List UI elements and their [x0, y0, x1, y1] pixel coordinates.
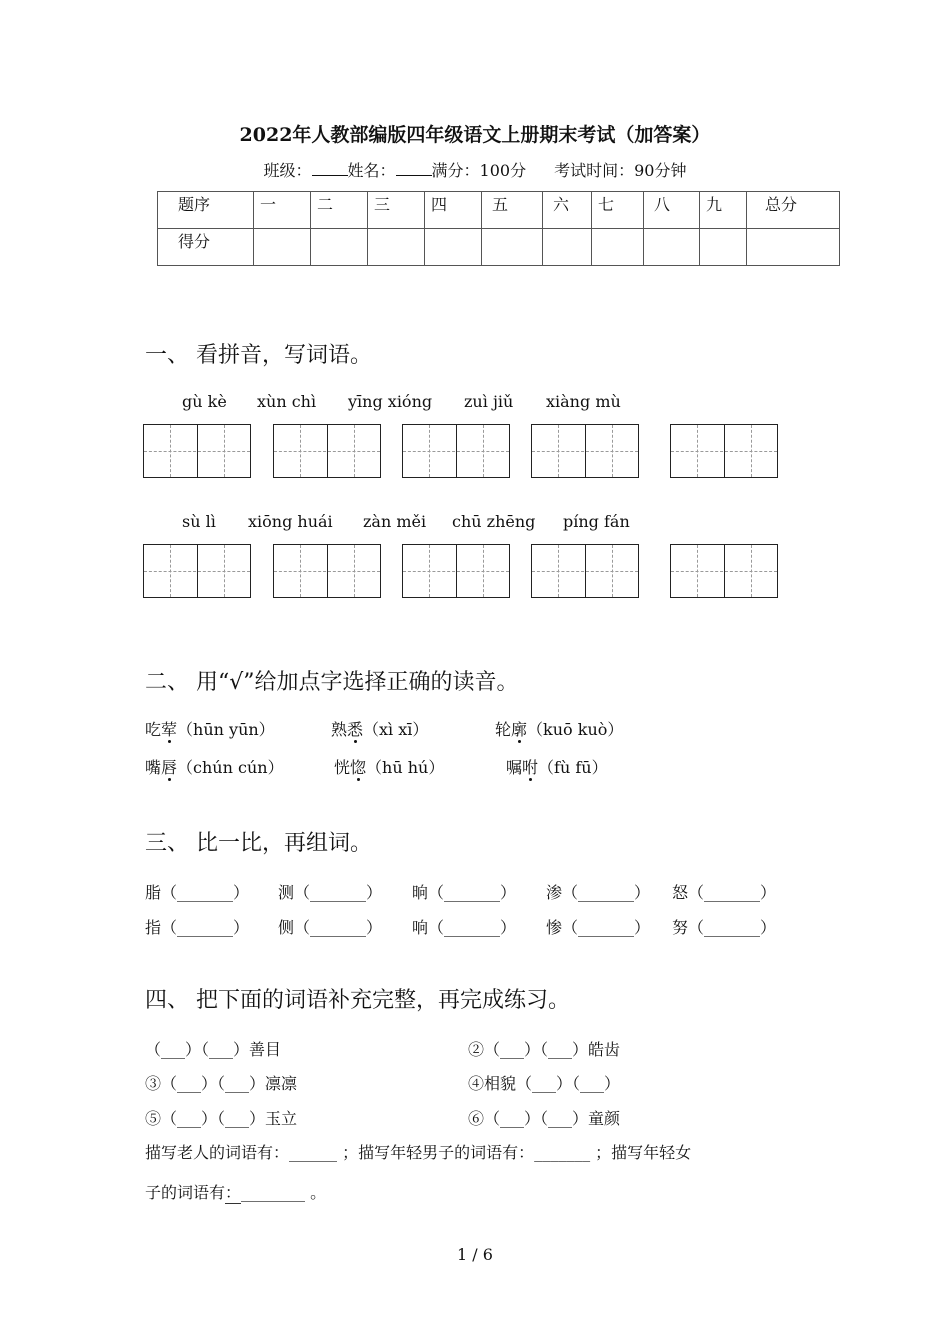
- paren: ）: [634, 918, 651, 937]
- reading-item: [145, 755, 284, 778]
- dotted-char: 惚: [350, 758, 367, 777]
- table-cell: 六: [543, 192, 592, 229]
- char: 响: [412, 918, 429, 937]
- blank: _______: [444, 918, 501, 937]
- writing-grid[interactable]: [531, 424, 639, 478]
- reading-item: [334, 755, 444, 778]
- table-cell: 三: [368, 192, 425, 229]
- section4-heading: 四、 把下面的词语补充完整，再完成练习。: [145, 988, 570, 1013]
- blank: _______: [578, 883, 635, 902]
- paren: （: [294, 918, 311, 937]
- pinyin-label: xiàng mù: [546, 392, 621, 411]
- char: 测: [278, 883, 295, 902]
- score-cell[interactable]: [311, 229, 368, 266]
- writing-grid[interactable]: [402, 544, 510, 598]
- idiom-item[interactable]: ②（___）（___）皓齿: [468, 1040, 621, 1059]
- pinyin-label: gù kè: [182, 392, 227, 411]
- writing-grid[interactable]: [402, 424, 510, 478]
- char: 惨: [546, 918, 563, 937]
- pinyin-options[interactable]: （hūn yūn）: [177, 720, 275, 739]
- table-cell: 九: [700, 192, 747, 229]
- class-blank[interactable]: [312, 161, 348, 176]
- table-cell: 得分: [158, 229, 254, 266]
- char: 晌: [412, 883, 429, 902]
- blank: _______: [177, 918, 234, 937]
- blank: _______: [578, 918, 635, 937]
- reading-item: [331, 717, 428, 740]
- pinyin-label: yīng xióng: [348, 392, 433, 411]
- name-label: 姓名：: [347, 161, 396, 180]
- reading-item: [506, 755, 608, 778]
- table-cell: 七: [592, 192, 644, 229]
- description-line[interactable]: [145, 1180, 326, 1204]
- pinyin-options[interactable]: （hū hú）: [366, 758, 445, 777]
- score-cell[interactable]: [482, 229, 543, 266]
- table-cell: 八: [644, 192, 700, 229]
- pinyin-label: sù lì: [182, 512, 216, 531]
- paren: （: [428, 883, 445, 902]
- item-text: 恍: [334, 758, 351, 777]
- paren: （: [688, 883, 705, 902]
- paren: ）: [500, 918, 517, 937]
- dotted-char: 廓: [511, 720, 528, 739]
- writing-grid[interactable]: [273, 544, 381, 598]
- paren: ）: [500, 883, 517, 902]
- dotted-char: 咐: [522, 758, 539, 777]
- blank: _______: [704, 918, 761, 937]
- paren: （: [428, 918, 445, 937]
- blank: _______: [310, 883, 367, 902]
- pinyin-label: zuì jiǔ: [464, 392, 514, 411]
- table-cell: 总分: [747, 192, 840, 229]
- paren: ）: [366, 918, 383, 937]
- char: 指: [145, 918, 162, 937]
- pinyin-options[interactable]: （xì xī）: [363, 720, 429, 739]
- item-text: 轮: [495, 720, 512, 739]
- name-blank[interactable]: [396, 161, 432, 176]
- paren: ）: [634, 883, 651, 902]
- reading-item: [495, 717, 623, 740]
- compare-item[interactable]: [546, 880, 650, 903]
- writing-grid[interactable]: [143, 424, 251, 478]
- paren: ）: [366, 883, 383, 902]
- exam-info: [0, 158, 950, 181]
- score-table-header-row: [158, 192, 840, 229]
- paren: ）: [233, 883, 250, 902]
- compare-item[interactable]: [412, 880, 516, 903]
- pinyin-options[interactable]: （chún cún）: [177, 758, 284, 777]
- idiom-item[interactable]: ④相貌（___）（___）: [468, 1074, 621, 1093]
- writing-grid[interactable]: [670, 544, 778, 598]
- section1-heading: 一、 看拼音，写词语。: [145, 343, 372, 368]
- writing-grid[interactable]: [273, 424, 381, 478]
- page-number: 1 / 6: [457, 1245, 493, 1264]
- underlined-colon: ：: [225, 1180, 241, 1204]
- table-cell: 二: [311, 192, 368, 229]
- idiom-item[interactable]: （___）（___）善目: [145, 1040, 282, 1059]
- dotted-char: 悉: [347, 720, 364, 739]
- writing-grid[interactable]: [670, 424, 778, 478]
- blank: _______: [310, 918, 367, 937]
- blank: _______: [177, 883, 234, 902]
- compare-item[interactable]: [546, 915, 650, 938]
- pinyin-label: zàn měi: [363, 512, 427, 531]
- char: 渗: [546, 883, 563, 902]
- score-cell[interactable]: [543, 229, 592, 266]
- score-cell[interactable]: [700, 229, 747, 266]
- char: 努: [672, 918, 689, 937]
- idiom-item[interactable]: ⑥（___）（___）童颜: [468, 1109, 621, 1128]
- paren: ）: [760, 883, 777, 902]
- char: 怒: [672, 883, 689, 902]
- pinyin-label: xiōng huái: [248, 512, 333, 531]
- pinyin-label: xùn chì: [257, 392, 317, 411]
- paren: （: [294, 883, 311, 902]
- item-text: 嘴: [145, 758, 162, 777]
- paren: （: [562, 883, 579, 902]
- item-text: 嘱: [506, 758, 523, 777]
- line-text: 。: [305, 1183, 327, 1202]
- pinyin-options[interactable]: （kuō kuò）: [527, 720, 624, 739]
- compare-item[interactable]: [278, 880, 382, 903]
- compare-item[interactable]: [672, 915, 776, 938]
- score-cell[interactable]: [368, 229, 425, 266]
- score-table-score-row: [158, 229, 840, 266]
- idiom-item[interactable]: ⑤（___）（___）玉立: [145, 1109, 298, 1128]
- table-cell: 一: [254, 192, 311, 229]
- compare-item[interactable]: [672, 880, 776, 903]
- compare-item[interactable]: [145, 880, 249, 903]
- idiom-item[interactable]: ③（___）（___）凛凛: [145, 1074, 298, 1093]
- table-cell: 题序: [158, 192, 254, 229]
- blank: ________: [241, 1183, 306, 1202]
- char: 侧: [278, 918, 295, 937]
- class-label: 班级：: [263, 161, 312, 180]
- pinyin-label: píng fán: [563, 512, 630, 531]
- compare-item[interactable]: [278, 915, 382, 938]
- paren: ）: [760, 918, 777, 937]
- line-text: 子的词语有: [145, 1183, 226, 1202]
- section3-heading: 三、 比一比，再组词。: [145, 831, 372, 856]
- writing-grid[interactable]: [143, 544, 251, 598]
- item-text: 吃: [145, 720, 162, 739]
- compare-item[interactable]: [145, 915, 249, 938]
- blank: _______: [704, 883, 761, 902]
- char: 脂: [145, 883, 162, 902]
- score-cell[interactable]: [254, 229, 311, 266]
- pinyin-options[interactable]: （fù fū）: [538, 758, 608, 777]
- pinyin-label: chū zhēng: [452, 512, 536, 531]
- compare-item[interactable]: [412, 915, 516, 938]
- writing-grid[interactable]: [531, 544, 639, 598]
- item-text: 熟: [331, 720, 348, 739]
- page-title: 2022年人教部编版四年级语文上册期末考试（加答案）: [239, 124, 711, 146]
- score-cell[interactable]: [644, 229, 700, 266]
- full-score: 满分：100分: [431, 161, 527, 180]
- score-cell[interactable]: [425, 229, 482, 266]
- score-table: [157, 191, 840, 266]
- score-cell[interactable]: [747, 229, 840, 266]
- paren: ）: [233, 918, 250, 937]
- dotted-char: 荤: [161, 720, 178, 739]
- paren: （: [688, 918, 705, 937]
- blank: _______: [444, 883, 501, 902]
- reading-item: [145, 717, 275, 740]
- section2-heading: 二、 用“√”给加点字选择正确的读音。: [145, 670, 519, 695]
- description-line[interactable]: 描写老人的词语有：______ ；描写年轻男子的词语有：_______ ；描写年轻女: [145, 1143, 692, 1162]
- paren: （: [161, 883, 178, 902]
- table-cell: 五: [482, 192, 543, 229]
- paren: （: [562, 918, 579, 937]
- exam-time: 考试时间：90分钟: [554, 161, 687, 180]
- score-cell[interactable]: [592, 229, 644, 266]
- table-cell: 四: [425, 192, 482, 229]
- dotted-char: 唇: [161, 758, 178, 777]
- paren: （: [161, 918, 178, 937]
